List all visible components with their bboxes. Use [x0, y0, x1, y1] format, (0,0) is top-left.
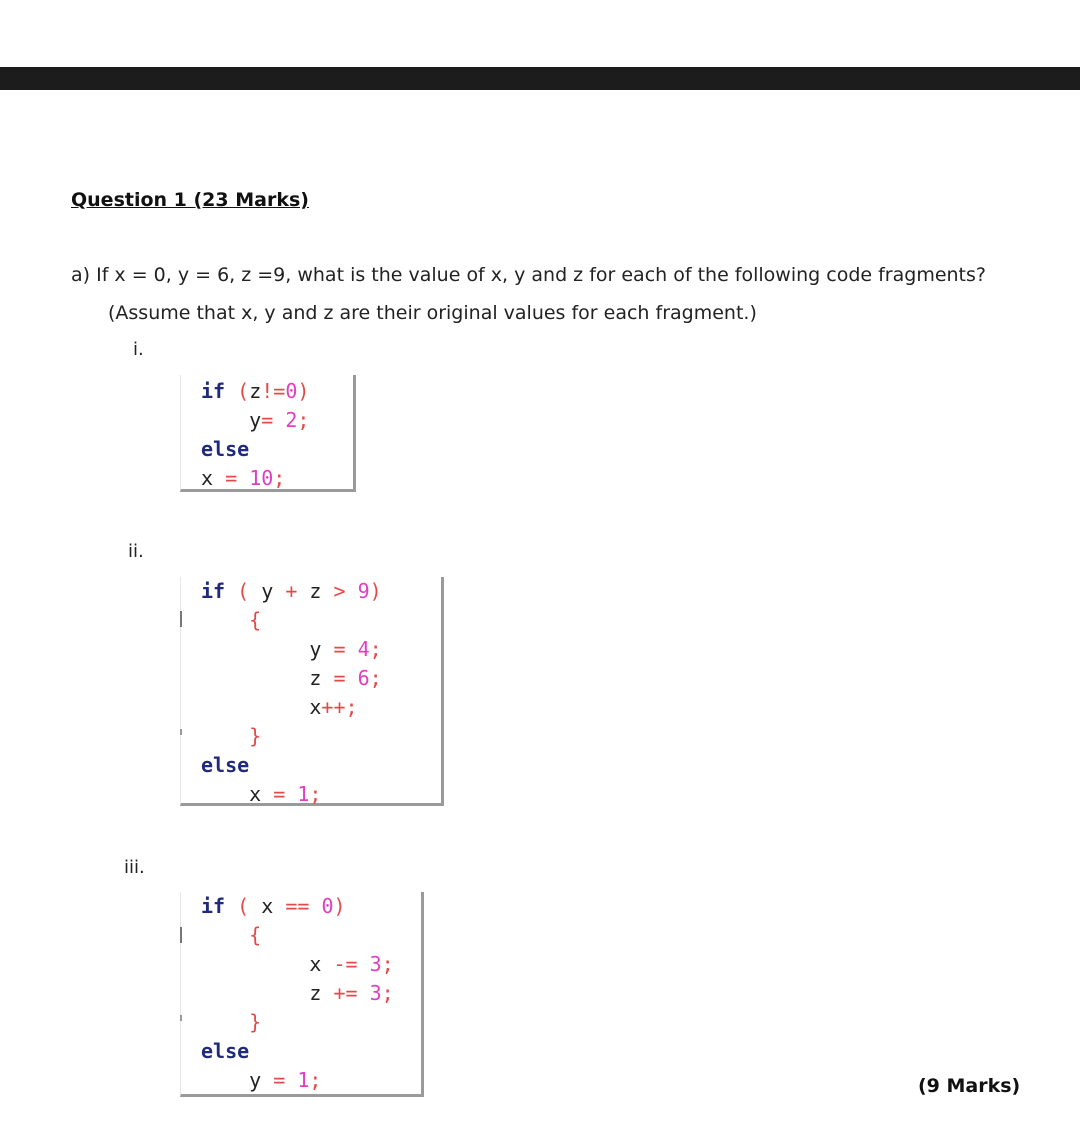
fold-marker — [180, 927, 182, 943]
code-line: y = 1; — [249, 1068, 322, 1092]
code-line: else — [201, 753, 250, 777]
code-line: z = 6; — [309, 666, 382, 690]
fold-marker — [180, 611, 182, 627]
question-text: a) If x = 0, y = 6, z =9, what is the value of x, y and z for each of the following code fragments? — [71, 264, 986, 286]
code-line: y= 2; — [249, 408, 310, 432]
code-line: } — [249, 724, 262, 748]
code-fragment-ii — [180, 577, 444, 806]
code-line: y = 4; — [309, 637, 382, 661]
code-line: { — [249, 608, 262, 632]
question-title: Question 1 (23 Marks) — [71, 189, 309, 211]
fold-tick — [180, 1015, 182, 1021]
code-line: x = 1; — [249, 782, 322, 806]
code-line: if ( y + z > 9) — [201, 579, 382, 603]
code-line: x -= 3; — [309, 952, 394, 976]
fold-tick — [180, 729, 182, 735]
code-line: x++; — [309, 695, 358, 719]
code-line: if (z!=0) — [201, 379, 310, 403]
code-line: else — [201, 1039, 250, 1063]
code-line: z += 3; — [309, 981, 394, 1005]
header-bar — [0, 67, 1080, 90]
code-fragment-i — [180, 375, 356, 492]
question-note: (Assume that x, y and z are their original values for each fragment.) — [108, 302, 757, 324]
fragment-label-ii: ii. — [128, 541, 144, 562]
fragment-label-iii: iii. — [124, 857, 145, 878]
code-fragment-iii — [180, 892, 424, 1097]
code-line: } — [249, 1010, 262, 1034]
code-line: { — [249, 923, 262, 947]
code-line: if ( x == 0) — [201, 894, 346, 918]
fragment-label-i: i. — [133, 339, 144, 360]
marks-label: (9 Marks) — [918, 1075, 1021, 1097]
code-line: else — [201, 437, 250, 461]
code-line: x = 10; — [201, 466, 286, 490]
